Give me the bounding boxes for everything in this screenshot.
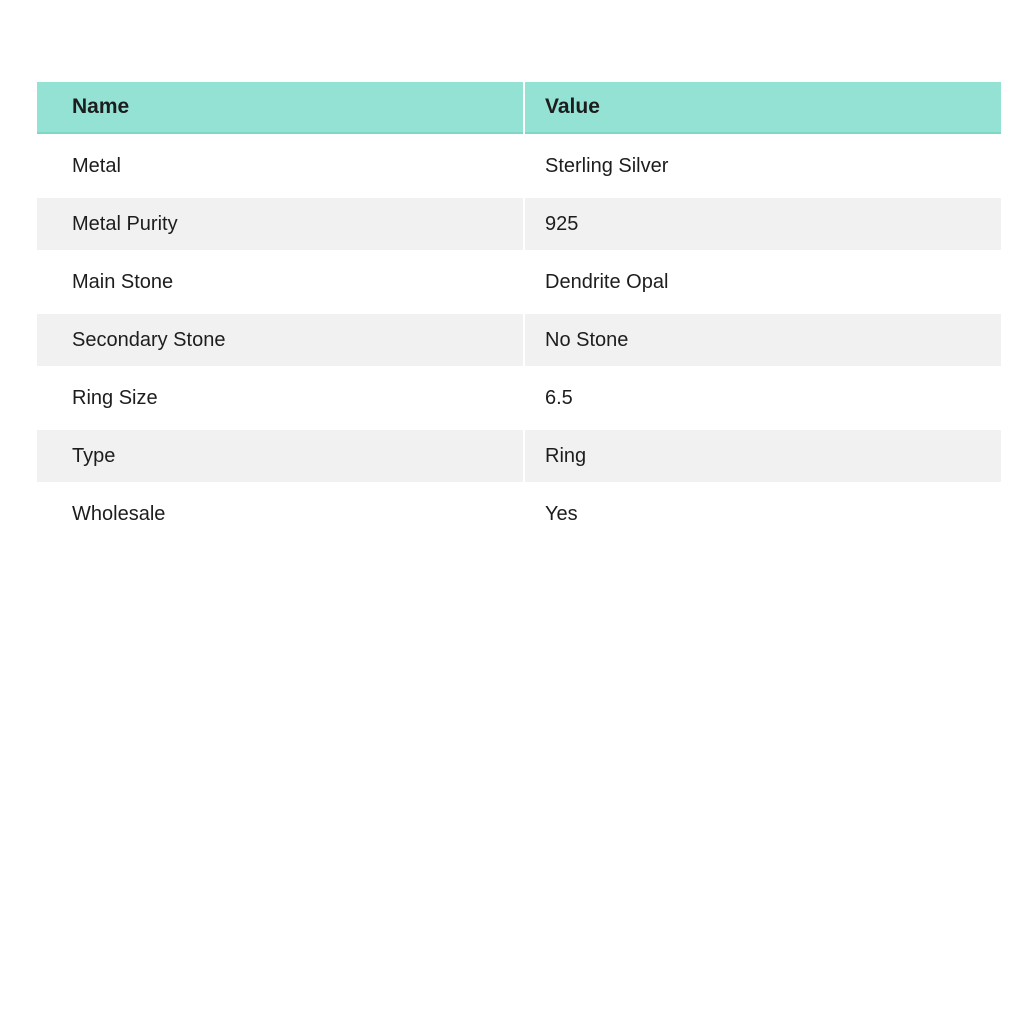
column-header-name: Name — [37, 82, 523, 134]
attribute-name-cell: Ring Size — [37, 372, 523, 424]
table-row — [37, 372, 1001, 424]
table-row — [37, 140, 1001, 192]
table-body — [37, 140, 1001, 540]
table-header-row — [37, 82, 1001, 134]
table-row — [37, 430, 1001, 482]
attribute-value-cell: Dendrite Opal — [525, 256, 1001, 308]
attribute-value-cell: 6.5 — [525, 372, 1001, 424]
attribute-name-cell: Metal Purity — [37, 198, 523, 250]
table-row — [37, 198, 1001, 250]
attribute-value-cell: Ring — [525, 430, 1001, 482]
column-header-value: Value — [525, 82, 1001, 134]
attribute-value-cell: Yes — [525, 488, 1001, 540]
attribute-name-cell: Secondary Stone — [37, 314, 523, 366]
attribute-value-cell: Sterling Silver — [525, 140, 1001, 192]
attribute-name-cell: Wholesale — [37, 488, 523, 540]
attribute-name-cell: Type — [37, 430, 523, 482]
table-row — [37, 314, 1001, 366]
table-row — [37, 488, 1001, 540]
attribute-name-cell: Metal — [37, 140, 523, 192]
attribute-value-cell: No Stone — [525, 314, 1001, 366]
attribute-name-cell: Main Stone — [37, 256, 523, 308]
attribute-value-cell: 925 — [525, 198, 1001, 250]
table-row — [37, 256, 1001, 308]
product-attributes-table — [37, 82, 1001, 540]
